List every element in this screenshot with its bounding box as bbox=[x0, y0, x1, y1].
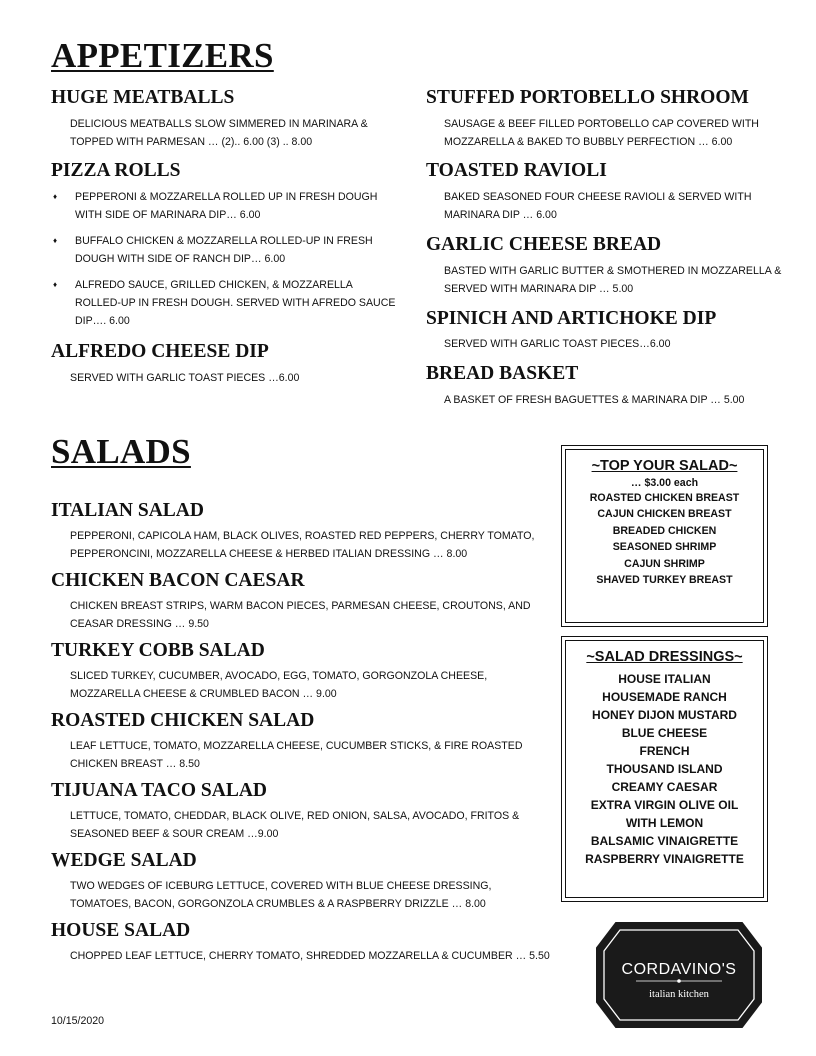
salad-desc: LETTUCE, TOMATO, CHEDDAR, BLACK OLIVE, RED ONION, SALSA, AVOCADO, FRITOS & SEASONED BEEF & SOUR CREAM …9.00 bbox=[70, 810, 520, 840]
salad-desc: SLICED TURKEY, CUCUMBER, AVOCADO, EGG, TOMATO, GORGONZOLA CHEESE, MOZZARELLA CHEESE & CRUMBLED BACON … 9.00 bbox=[70, 670, 488, 700]
topping-list bbox=[566, 490, 763, 588]
pizza-rolls-list bbox=[52, 188, 400, 338]
list-item: THOUSAND ISLAND bbox=[606, 762, 723, 776]
list-item: SEASONED SHRIMP bbox=[612, 541, 717, 554]
salad-name: ITALIAN SALAD bbox=[51, 500, 204, 521]
ravioli-desc: BAKED SEASONED FOUR CHEESE RAVIOLI & SERVED WITH MARINARA DIP … 6.00 bbox=[444, 191, 752, 221]
list-item: HOUSE ITALIAN bbox=[618, 672, 711, 686]
list-item: BLUE CHEESE bbox=[621, 726, 708, 740]
list-item: CAJUN SHRIMP bbox=[624, 557, 705, 570]
list-item: HONEY DIJON MUSTARD bbox=[592, 708, 737, 722]
ravioli-name: TOASTED RAVIOLI bbox=[426, 160, 607, 181]
list-item: BALSAMIC VINAIGRETTE bbox=[590, 834, 739, 848]
list-item: ♦ BUFFALO CHICKEN & MOZZARELLA ROLLED-UP IN FRESH DOUGH WITH SIDE OF RANCH DIP… 6.00 bbox=[52, 232, 400, 268]
salad-name: ROASTED CHICKEN SALAD bbox=[51, 710, 315, 731]
pizza-rolls-name: PIZZA ROLLS bbox=[51, 160, 181, 181]
top-your-salad-box bbox=[561, 445, 768, 627]
portobello-name: STUFFED PORTOBELLO SHROOM bbox=[426, 87, 749, 108]
salad-name: TURKEY COBB SALAD bbox=[51, 640, 265, 661]
list-item: BREADED CHICKEN bbox=[612, 524, 717, 537]
menu-date: 10/15/2020 bbox=[51, 1015, 105, 1027]
list-item: CREAMY CAESAR bbox=[611, 780, 718, 794]
salad-desc: LEAF LETTUCE, TOMATO, MOZZARELLA CHEESE, CUCUMBER STICKS, & FIRE ROASTED CHICKEN BREAST … 8.50 bbox=[70, 740, 523, 770]
appetizers-heading: APPETIZERS bbox=[51, 36, 274, 75]
bullet-icon: ♦ bbox=[53, 236, 58, 245]
list-item: SHAVED TURKEY BREAST bbox=[596, 574, 733, 587]
top-your-salad-title: ~TOP YOUR SALAD~ bbox=[591, 458, 738, 474]
salad-name: HOUSE SALAD bbox=[51, 920, 191, 941]
list-item: ROASTED CHICKEN BREAST bbox=[589, 492, 740, 504]
salads-heading: SALADS bbox=[51, 432, 191, 471]
list-item: HOUSEMADE RANCH bbox=[602, 690, 727, 704]
topping-price: … $3.00 each bbox=[630, 477, 699, 489]
salad-name: WEDGE SALAD bbox=[51, 850, 197, 871]
dressing-list bbox=[566, 670, 763, 868]
spinach-dip-name: SPINICH AND ARTICHOKE DIP bbox=[426, 308, 717, 329]
garlic-bread-desc: BASTED WITH GARLIC BUTTER & SMOTHERED IN MOZZARELLA & SERVED WITH MARINARA DIP … 5.00 bbox=[444, 265, 782, 295]
bullet-icon: ♦ bbox=[53, 280, 58, 289]
logo-dot bbox=[677, 979, 681, 983]
list-item: WITH LEMON bbox=[625, 816, 704, 830]
bread-basket-name: BREAD BASKET bbox=[426, 363, 579, 384]
meatballs-desc: DELICIOUS MEATBALLS SLOW SIMMERED IN MARINARA & TOPPED WITH PARMESAN … (2).. 6.00 (3) .. 8.00 bbox=[70, 118, 368, 148]
salad-dressings-box bbox=[561, 636, 768, 902]
list-item: EXTRA VIRGIN OLIVE OIL bbox=[590, 798, 739, 812]
salad-name: CHICKEN BACON CAESAR bbox=[51, 570, 305, 591]
portobello-desc: SAUSAGE & BEEF FILLED PORTOBELLO CAP COVERED WITH MOZZARELLA & BAKED TO BUBBLY PERFECTION … 6.00 bbox=[444, 118, 759, 148]
list-item: ♦ PEPPERONI & MOZZARELLA ROLLED UP IN FRESH DOUGH WITH SIDE OF MARINARA DIP… 6.00 bbox=[52, 188, 400, 224]
salad-desc: PEPPERONI, CAPICOLA HAM, BLACK OLIVES, ROASTED RED PEPPERS, CHERRY TOMATO, PEPPERONCINI, MOZZARELLA CHEESE & HERBED ITALIAN DRESSING … 8.00 bbox=[70, 530, 535, 560]
spinach-dip-desc: SERVED WITH GARLIC TOAST PIECES…6.00 bbox=[444, 338, 671, 350]
salad-desc: CHOPPED LEAF LETTUCE, CHERRY TOMATO, SHREDDED MOZZARELLA & CUCUMBER … 5.50 bbox=[70, 950, 550, 962]
list-item: ♦ ALFREDO SAUCE, GRILLED CHICKEN, & MOZZARELLA ROLLED-UP IN FRESH DOUGH. SERVED WITH AFREDO SAUCE DIP…. 6.00 bbox=[52, 276, 400, 330]
logo-tagline: italian kitchen bbox=[649, 989, 709, 1000]
garlic-bread-name: GARLIC CHEESE BREAD bbox=[426, 234, 662, 255]
list-item: RASPBERRY VINAIGRETTE bbox=[585, 852, 744, 866]
alfredo-dip-desc: SERVED WITH GARLIC TOAST PIECES …6.00 bbox=[70, 372, 300, 384]
bread-basket-desc: A BASKET OF FRESH BAGUETTES & MARINARA DIP … 5.00 bbox=[444, 394, 745, 406]
bullet-icon: ♦ bbox=[53, 192, 58, 201]
salad-desc: TWO WEDGES OF ICEBURG LETTUCE, COVERED WITH BLUE CHEESE DRESSING, TOMATOES, BACON, GORGONZOLA CRUMBLES & A RASPBERRY DRIZZLE … 8.00 bbox=[70, 880, 492, 910]
meatballs-name: HUGE MEATBALLS bbox=[51, 87, 235, 108]
logo-name: CORDAVINO'S bbox=[621, 961, 737, 978]
alfredo-dip-name: ALFREDO CHEESE DIP bbox=[51, 341, 269, 362]
salad-dressings-title: ~SALAD DRESSINGS~ bbox=[586, 649, 743, 665]
salad-desc: CHICKEN BREAST STRIPS, WARM BACON PIECES, PARMESAN CHEESE, CROUTONS, AND CEASAR DRESSING … 9.50 bbox=[70, 600, 531, 630]
list-item: FRENCH bbox=[639, 744, 690, 758]
salad-name: TIJUANA TACO SALAD bbox=[51, 780, 267, 801]
cordavinos-logo bbox=[594, 920, 764, 1030]
list-item: CAJUN CHICKEN BREAST bbox=[597, 508, 732, 521]
